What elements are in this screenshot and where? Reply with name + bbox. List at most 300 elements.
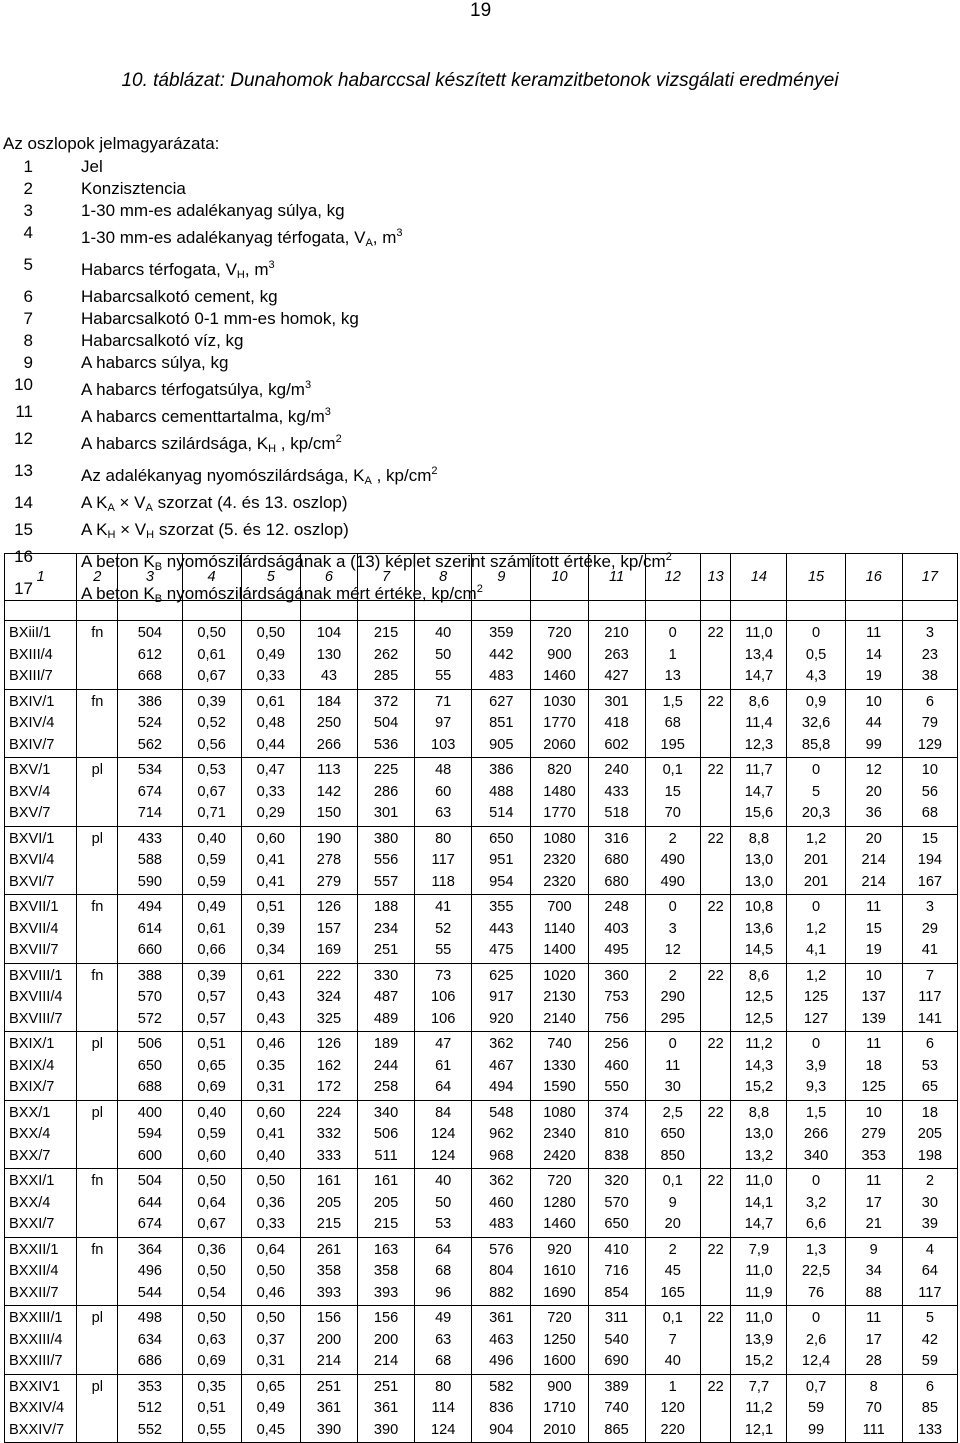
table-cell (531, 1100, 588, 1169)
cell-value: 111 (862, 1421, 885, 1438)
cell-value: 900 (547, 646, 572, 663)
cell-value: 0 (668, 1036, 677, 1052)
cell-value: 463 (489, 1331, 514, 1348)
table-cell (645, 758, 700, 827)
cell-value: 0 (812, 1036, 821, 1052)
cell-value: 225 (373, 762, 399, 778)
cell-value: 200 (373, 1331, 399, 1348)
cell-value: 625 (489, 967, 514, 984)
table-cell (241, 621, 300, 690)
table-cell (241, 1306, 300, 1375)
cell-value: BXXIV/4 (9, 1400, 65, 1416)
cell-value: 340 (373, 1104, 399, 1121)
cell-value: 740 (604, 1400, 629, 1416)
cell-value: BXV/4 (9, 783, 51, 800)
cell-value: BXiiI/1 (9, 625, 52, 641)
cell-value: 495 (604, 942, 629, 958)
cell-value: 18 (865, 1057, 882, 1074)
cell-value: 139 (861, 1010, 886, 1027)
legend-text: A habarcs súlya, kg (81, 353, 229, 372)
cell-value: 838 (604, 1147, 629, 1164)
cell-value: 11,0 (745, 1310, 773, 1326)
table-cell (358, 689, 415, 758)
cell-value: 11,0 (745, 625, 773, 641)
table-cell (787, 689, 845, 758)
cell-value: 0,61 (197, 646, 226, 663)
cell-value: 506 (373, 1126, 399, 1142)
cell-value: 0,9 (805, 693, 827, 710)
cell-value: 129 (917, 736, 943, 753)
cell-value: 0 (668, 625, 677, 641)
table-cell (118, 1100, 182, 1169)
cell-value: BXXIII/7 (9, 1353, 63, 1369)
table-cell (531, 1306, 588, 1375)
legend-text: Habarcsalkotó 0-1 mm-es homok, kg (81, 309, 359, 328)
cell-value: 325 (316, 1010, 342, 1027)
cell-value: 3,9 (805, 1057, 827, 1074)
cell-value: 427 (604, 668, 629, 684)
cell-value: 141 (917, 1010, 943, 1027)
cell-value: 536 (373, 736, 399, 753)
cell-value: 15,2 (744, 1079, 774, 1095)
table-cell (358, 1032, 415, 1101)
cell-value: 11 (866, 1310, 882, 1326)
cell-value: 251 (373, 1378, 399, 1395)
cell-value: 68 (664, 715, 681, 731)
table-cell (731, 963, 787, 1032)
cell-value: 0,5 (805, 646, 827, 663)
table-cell (645, 1100, 700, 1169)
table-cell (645, 1306, 700, 1375)
cell-value: 1460 (543, 668, 576, 684)
cell-value: 359 (489, 625, 514, 641)
cell-value: 390 (373, 1421, 399, 1438)
table-cell (588, 621, 645, 690)
cell-value: BXXIII/1 (9, 1310, 63, 1326)
cell-value: BXXI/7 (9, 1216, 55, 1232)
cell-value: 14,7 (744, 668, 774, 684)
cell-value: 882 (489, 1284, 514, 1301)
table-cell (300, 963, 357, 1032)
cell-value: 68 (435, 1353, 452, 1369)
table-cell (531, 963, 588, 1032)
table-cell (531, 621, 588, 690)
cell-value: 720 (547, 1310, 572, 1326)
cell-value: 99 (865, 736, 882, 753)
cell-value: 386 (489, 762, 514, 778)
cell-value: 22 (707, 1241, 724, 1258)
cell-value: 333 (316, 1147, 342, 1164)
cell-value: BXIII/7 (9, 668, 53, 684)
cell-value: 570 (137, 989, 163, 1005)
legend-number: 10 (14, 375, 33, 394)
cell-value: 0,50 (197, 1173, 226, 1189)
table-row (5, 1032, 958, 1101)
cell-value: 11,2 (745, 1036, 773, 1052)
cell-value: 8,6 (748, 693, 770, 710)
cell-value: 224 (316, 1104, 342, 1121)
cell-value: 34 (865, 1263, 882, 1279)
table-cell (645, 689, 700, 758)
table-cell (300, 621, 357, 690)
cell-value: 0,49 (256, 1400, 285, 1416)
cell-value: 540 (604, 1331, 629, 1348)
column-header: 8 (415, 554, 472, 601)
table-cell (845, 689, 902, 758)
table-cell (902, 689, 957, 758)
cell-value: 142 (316, 783, 342, 800)
legend-number: 9 (23, 353, 33, 372)
cell-value: 353 (137, 1378, 163, 1395)
legend-number: 5 (23, 255, 33, 274)
table-cell (358, 621, 415, 690)
table-cell (902, 758, 957, 827)
cell-value: 40 (435, 1173, 452, 1189)
cell-value: 156 (316, 1310, 342, 1326)
table-cell (588, 1374, 645, 1443)
spacer-cell (845, 601, 902, 621)
cell-value: 7 (925, 967, 934, 984)
cell-value: 189 (373, 1036, 399, 1052)
cell-value: 6 (925, 1378, 934, 1395)
cell-value: 668 (137, 668, 163, 684)
cell-value: 2060 (543, 736, 576, 753)
legend-number: 14 (14, 493, 33, 512)
cell-value: 489 (373, 1010, 399, 1027)
table-cell (358, 1237, 415, 1306)
cell-value: 70 (664, 805, 681, 821)
cell-value: 12,4 (801, 1353, 831, 1369)
table-cell (358, 758, 415, 827)
cell-value: 0,45 (256, 1421, 285, 1438)
cell-value: 0,55 (197, 1421, 226, 1438)
cell-value: BXIX/4 (9, 1057, 55, 1074)
cell-value: 0,35 (197, 1378, 226, 1395)
table-row (5, 1100, 958, 1169)
cell-value: 900 (547, 1378, 572, 1395)
cell-value: 865 (604, 1421, 629, 1438)
table-cell (77, 1100, 118, 1169)
cell-value: 389 (604, 1378, 629, 1395)
cell-value: 0,40 (197, 1104, 226, 1121)
cell-value: 2010 (543, 1421, 576, 1438)
cell-value: 244 (373, 1057, 399, 1074)
table-cell (731, 895, 787, 964)
column-header: 14 (731, 554, 787, 601)
table-cell (472, 1169, 531, 1238)
legend-number: 1 (23, 157, 33, 176)
cell-value: 258 (373, 1079, 399, 1095)
table-caption: 10. táblázat: Dunahomok habarccsal készített keramzitbetonok vizsgálati eredményei (121, 70, 839, 91)
cell-value: 103 (431, 736, 456, 753)
table-cell (5, 1032, 77, 1101)
cell-value: 0,31 (256, 1353, 285, 1369)
cell-value: 251 (316, 1378, 342, 1395)
table-cell (787, 1032, 845, 1101)
cell-value: 48 (435, 762, 452, 778)
table-cell (731, 826, 787, 895)
cell-value: 544 (137, 1284, 163, 1301)
cell-value: 13,0 (744, 873, 774, 890)
cell-value: 1770 (543, 805, 576, 821)
cell-value: 360 (604, 967, 629, 984)
cell-value: 195 (660, 736, 685, 753)
table-cell (787, 621, 845, 690)
cell-value: 157 (316, 920, 342, 937)
cell-value: 490 (660, 873, 685, 890)
table-cell (77, 963, 118, 1032)
table-cell (182, 963, 241, 1032)
cell-value: 9 (668, 1194, 677, 1211)
legend-text: Az adalékanyag nyomószilárdsága, $K_A$ , $kp/cm^2$ (81, 465, 438, 487)
cell-value: 22 (707, 967, 724, 984)
cell-value: 11 (665, 1057, 681, 1074)
table-cell (700, 895, 731, 964)
cell-value: 12,3 (744, 736, 774, 753)
cell-value: 40 (664, 1353, 681, 1369)
cell-value: 690 (604, 1353, 629, 1369)
table-cell (118, 689, 182, 758)
cell-value: 0,51 (197, 1400, 226, 1416)
cell-value: 0 (812, 762, 821, 778)
cell-value: 97 (435, 715, 452, 731)
cell-value: 22 (707, 1104, 724, 1121)
table-cell (300, 826, 357, 895)
cell-value: 388 (137, 967, 163, 984)
legend-number: 15 (14, 520, 33, 539)
table-cell (77, 1374, 118, 1443)
table-cell (588, 758, 645, 827)
cell-value: 0,50 (197, 1263, 226, 1279)
cell-value: 0,50 (256, 1310, 285, 1326)
table-cell (645, 826, 700, 895)
cell-value: 0,49 (256, 646, 285, 663)
cell-value: 433 (137, 830, 163, 847)
cell-value: 320 (604, 1173, 629, 1189)
legend-item (3, 492, 672, 519)
table-cell (182, 826, 241, 895)
cell-value: 85,8 (801, 736, 831, 753)
cell-value: 23 (921, 646, 938, 663)
legend-text: A $K_H \times V_H$ szorzat (5. és 12. oszlop) (81, 520, 349, 541)
cell-value: 627 (489, 693, 514, 710)
cell-value: 44 (865, 715, 882, 731)
cell-value: 4 (925, 1241, 934, 1258)
table-cell (300, 1306, 357, 1375)
table-cell (845, 1374, 902, 1443)
table-cell (700, 1374, 731, 1443)
legend-item (3, 428, 672, 460)
table-cell (358, 895, 415, 964)
column-header: 13 (700, 554, 731, 601)
table-cell (358, 1306, 415, 1375)
legend-text: Habarcsalkotó víz, kg (81, 331, 244, 350)
page-number: 19 (470, 0, 492, 21)
cell-value: 0,51 (256, 899, 285, 915)
cell-value: 205 (373, 1194, 399, 1211)
spacer-row (5, 601, 958, 621)
cell-value: 261 (316, 1241, 342, 1258)
table-cell (358, 1169, 415, 1238)
cell-value: 215 (373, 625, 399, 641)
spacer-cell (5, 601, 77, 621)
cell-value: 372 (373, 693, 399, 710)
table-cell (902, 1100, 957, 1169)
cell-value: 740 (547, 1036, 572, 1052)
table-cell (902, 1374, 957, 1443)
table-cell (731, 1374, 787, 1443)
column-header: 11 (588, 554, 645, 601)
legend-text: 1-30 mm-es adalékanyag súlya, kg (81, 201, 345, 220)
cell-value: 488 (489, 783, 514, 800)
legend-number: 12 (14, 429, 33, 448)
cell-value: 512 (137, 1400, 163, 1416)
cell-value: 2340 (543, 1126, 576, 1142)
table-cell (700, 758, 731, 827)
cell-value: 0,33 (256, 783, 285, 800)
cell-value: 201 (803, 873, 829, 890)
cell-value: 0,7 (805, 1378, 827, 1395)
cell-value: 290 (660, 989, 685, 1005)
table-cell (118, 826, 182, 895)
cell-value: 688 (137, 1079, 163, 1095)
table-cell (845, 895, 902, 964)
column-header: 9 (472, 554, 531, 601)
cell-value: 920 (547, 1241, 572, 1258)
legend-item (3, 330, 672, 352)
cell-value: 11 (866, 1036, 882, 1052)
spacer-cell (645, 601, 700, 621)
table-cell (787, 895, 845, 964)
cell-value: 0,33 (256, 668, 285, 684)
cell-value: 904 (489, 1421, 514, 1438)
table-cell (118, 1169, 182, 1238)
legend-text: A habarcs szilárdsága, $K_H$ , $kp/cm^2$ (81, 433, 342, 455)
table-cell (731, 689, 787, 758)
cell-value: 358 (373, 1263, 399, 1279)
cell-value: 14,3 (744, 1057, 774, 1074)
cell-value: 483 (489, 668, 514, 684)
cell-value: 570 (604, 1194, 629, 1211)
cell-value: 22 (707, 830, 724, 847)
cell-value: 0,60 (256, 830, 285, 847)
table-cell (472, 1032, 531, 1101)
cell-value: 156 (373, 1310, 399, 1326)
cell-value: 548 (489, 1104, 514, 1121)
cell-value: 266 (316, 736, 342, 753)
cell-value: pl (91, 1378, 104, 1395)
cell-value: 285 (373, 668, 399, 684)
table-cell (902, 963, 957, 1032)
table-cell (358, 1374, 415, 1443)
cell-value: 234 (373, 920, 399, 937)
cell-value: 13,0 (744, 852, 774, 868)
table-cell (415, 895, 472, 964)
cell-value: 14,5 (744, 942, 774, 958)
cell-value: 498 (137, 1310, 163, 1326)
cell-value: 47 (435, 1036, 452, 1052)
cell-value: fn (91, 899, 104, 915)
cell-value: 442 (489, 646, 514, 663)
cell-value: 720 (547, 1173, 572, 1189)
cell-value: 301 (604, 693, 629, 710)
table-cell (845, 1169, 902, 1238)
cell-value: 76 (807, 1284, 825, 1301)
cell-value: BXIV/1 (9, 693, 55, 710)
cell-value: 240 (604, 762, 629, 778)
spacer-cell (531, 601, 588, 621)
column-header: 6 (300, 554, 357, 601)
cell-value: 361 (316, 1400, 342, 1416)
table-cell (415, 1306, 472, 1375)
cell-value: 2 (668, 967, 677, 984)
cell-value: BXVIII/4 (9, 989, 63, 1005)
table-cell (731, 1100, 787, 1169)
table-cell (77, 895, 118, 964)
cell-value: 10 (865, 693, 882, 710)
table-cell (472, 758, 531, 827)
cell-value: 63 (435, 1331, 452, 1348)
cell-value: 0,52 (197, 715, 226, 731)
cell-value: 14,7 (744, 1216, 774, 1232)
cell-value: 518 (604, 805, 629, 821)
table-cell (77, 1306, 118, 1375)
cell-value: 84 (435, 1104, 452, 1121)
cell-value: 3 (925, 899, 934, 915)
cell-value: 117 (918, 1284, 942, 1301)
legend-number: 6 (23, 287, 33, 306)
table-cell (588, 1100, 645, 1169)
table-body (5, 601, 958, 1443)
cell-value: 99 (807, 1421, 825, 1438)
cell-value: 851 (489, 715, 514, 731)
legend-item (3, 254, 672, 286)
cell-value: 80 (435, 1378, 452, 1395)
cell-value: 504 (137, 625, 163, 641)
table-cell (531, 895, 588, 964)
cell-value: 184 (316, 693, 342, 710)
table-cell (241, 1374, 300, 1443)
cell-value: 1610 (543, 1263, 576, 1279)
cell-value: 13,4 (744, 646, 774, 663)
cell-value: 113 (317, 762, 341, 778)
cell-value: 20,3 (801, 805, 831, 821)
table-cell (845, 1032, 902, 1101)
table-cell (5, 689, 77, 758)
table-cell (588, 1237, 645, 1306)
column-header: 4 (182, 554, 241, 601)
cell-value: 0 (812, 899, 821, 915)
table-cell (645, 1032, 700, 1101)
table-cell (845, 1306, 902, 1375)
table-cell (845, 826, 902, 895)
cell-value: 572 (137, 1010, 163, 1027)
table-cell (902, 826, 957, 895)
table-cell (731, 1306, 787, 1375)
spacer-cell (118, 601, 182, 621)
cell-value: 494 (489, 1079, 514, 1095)
cell-value: 256 (604, 1036, 629, 1052)
spacer-cell (902, 601, 957, 621)
cell-value: 70 (865, 1400, 882, 1416)
cell-value: 332 (316, 1126, 342, 1142)
cell-value: 2 (668, 1241, 677, 1258)
cell-value: 6,6 (805, 1216, 827, 1232)
cell-value: BXV/7 (9, 805, 51, 821)
cell-value: 1460 (543, 1216, 576, 1232)
cell-value: 3,2 (805, 1194, 827, 1211)
cell-value: 19 (865, 942, 882, 958)
